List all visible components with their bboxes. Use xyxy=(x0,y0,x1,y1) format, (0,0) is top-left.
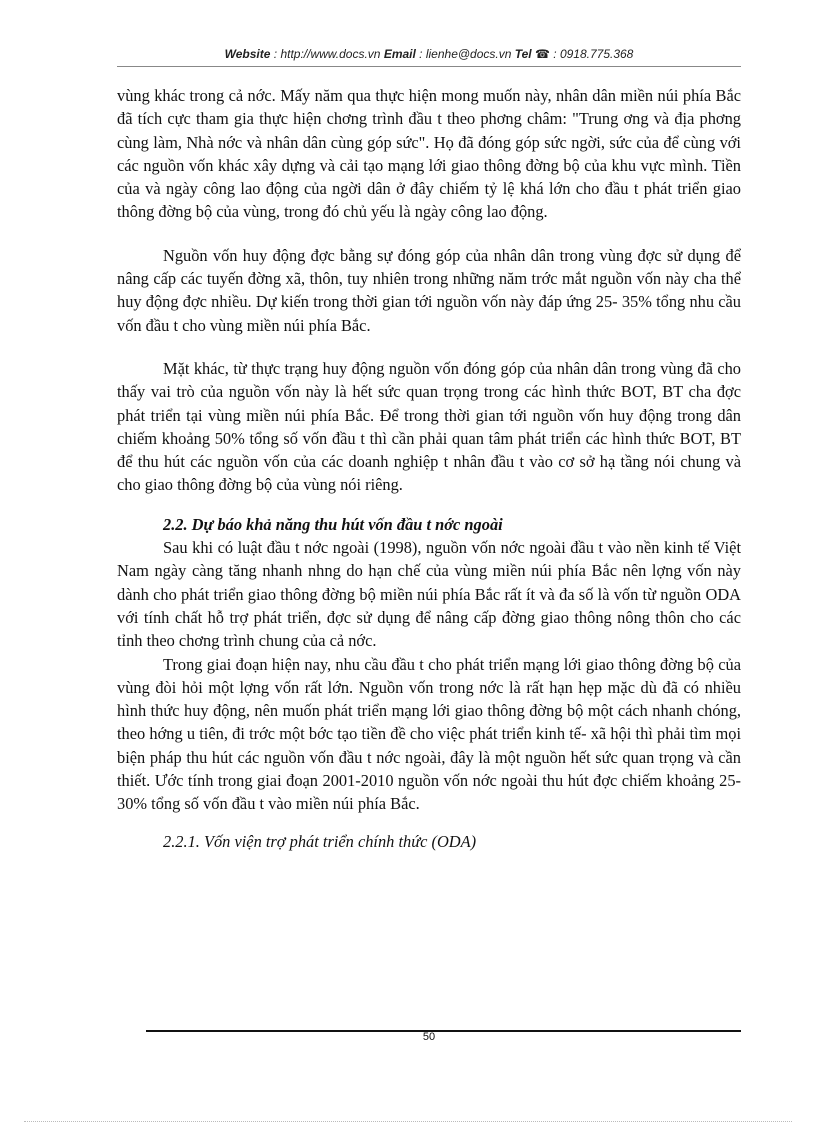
paragraph-bot-bt: Mặt khác, từ thực trạng huy động nguồn vốn đóng góp của nhân dân trong vùng đã cho thấy vai trò của nguồn vốn này là hết sức quan trọng trong các hình thức BOT, BT cha đợc phát triển tại vùng miền núi phía Bắc. Để trong thời gian tới nguồn vốn huy động trong dân chiếm khoảng 50% tổng số vốn đầu t thì cần phải quan tâm phát triển các hình thức BOT, BT để thu hút các nguồn vốn của các doanh nghiệp t nhân đầu t vào cơ sở hạ tầng nói chung và cho giao thông đờng bộ của vùng nói riêng. xyxy=(117,358,741,495)
paragraph-continuation: vùng khác trong cả nớc. Mấy năm qua thực hiện mong muốn này, nhân dân miền núi phía Bắc đã tích cực tham gia thực hiện chơng trình đầu t theo phơng châm: "Trung ơng và địa phơng cùng làm, Nhà nớc và nhân dân cùng góp sức". Họ đã đóng góp sức ngời, sức của để cùng với các nguồn vốn khác xây dựng và cải tạo mạng lới giao thông đờng bộ của khu vực mình. Tiền của và ngày công lao động của ngời dân ở đây chiếm tỷ lệ khá lớn cho đầu t phát triển giao thông đờng bộ của vùng, trong đó chủ yếu là ngày công lao động. xyxy=(117,86,741,222)
page-number: 50 xyxy=(422,1031,436,1043)
document-body xyxy=(117,84,741,853)
header-divider xyxy=(117,66,741,67)
tel-value: : 0918.775.368 xyxy=(549,47,634,61)
page-header xyxy=(117,47,741,61)
website-value: : http://www.docs.vn xyxy=(270,47,384,61)
tel-label: Tel ☎ xyxy=(514,47,550,61)
subsection-heading: 2.2.1. Vốn viện trợ phát triển chính thức (ODA) xyxy=(163,831,477,851)
email-value: : lienhe@docs.vn xyxy=(415,47,515,61)
paragraph-people-capital: Nguồn vốn huy động đợc bằng sự đóng góp của nhân dân trong vùng đợc sử dụng để nâng cấp các tuyến đờng xã, thôn, tuy nhiên trong những năm trớc mắt nguồn vốn này cha thể huy động đợc nhiều. Dự kiến trong thời gian tới nguồn vốn này đáp ứng 25- 35% tổng nhu cầu vốn đầu t cho vùng miền núi phía Bắc. xyxy=(117,245,741,335)
section-heading: 2.2. Dự báo khả năng thu hút vốn đầu t nớc ngoài xyxy=(163,514,503,534)
paragraph-foreign-law: Sau khi có luật đầu t nớc ngoài (1998), nguồn vốn nớc ngoài đầu t vào nền kinh tế Việt Nam ngày càng tăng nhanh nhng do hạn chế của vùng miền núi phía Bắc nên lợng vốn này dành cho phát triển giao thông đờng bộ miền núi phía Bắc rất ít và đa số là vốn từ nguồn ODA với tính chất hỗ trợ phát triển, đợc sử dụng để nâng cấp đờng giao thông nông thôn cho các tỉnh theo chơng trình chung của cả nớc. xyxy=(117,538,741,651)
website-label: Website xyxy=(224,47,271,61)
email-label: Email xyxy=(383,47,416,61)
paragraph-current-period: Trong giai đoạn hiện nay, nhu cầu đầu t cho phát triển mạng lới giao thông đờng bộ của vùng đòi hỏi một lợng vốn rất lớn. Nguồn vốn trong nớc là rất hạn hẹp mặc dù đã có nhiều hình thức huy động, nên muốn phát triển mạng lới giao thông đờng bộ một cách nhanh chóng, theo hớng u tiên, đi trớc một bớc tạo tiền đề cho việc phát triển kinh tế- xã hội thì phải tìm mọi biện pháp thu hút các nguồn vốn đầu t nớc ngoài, đây là một nguồn hết sức quan trọng và cần thiết. Ước tính trong giai đoạn 2001-2010 nguồn vốn nớc ngoài thu hút đợc chiếm khoảng 25- 30% tổng số vốn đầu t vào miền núi phía Bắc. xyxy=(117,654,741,814)
page-bottom-border xyxy=(24,1121,792,1122)
